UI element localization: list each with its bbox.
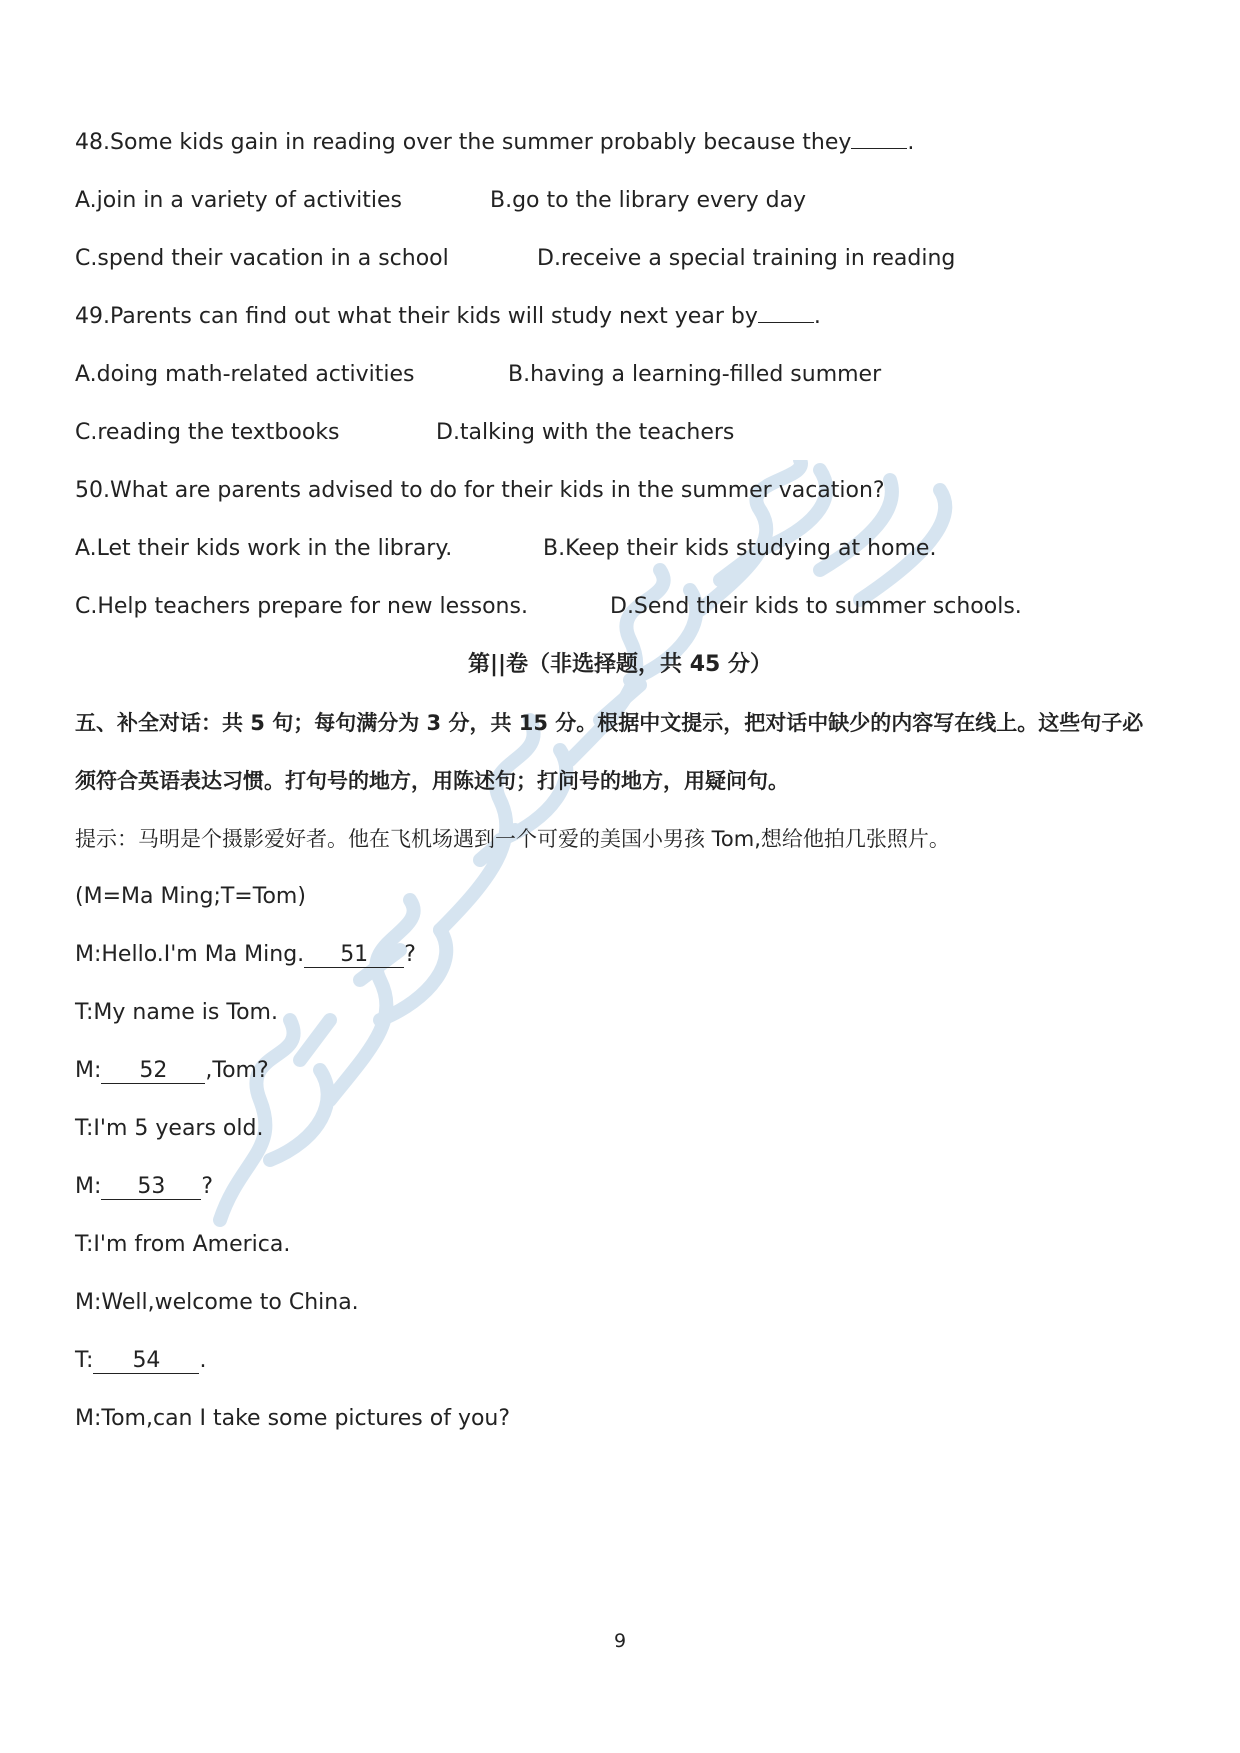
question-50-stem: 50.What are parents advised to do for their kids in the summer vacation?: [75, 478, 885, 503]
question-48-option-c: C.spend their vacation in a school: [75, 246, 449, 271]
dialogue-line: T:My name is Tom.: [75, 1000, 278, 1025]
question-49-stem: [75, 302, 821, 332]
dialogue-punctuation: ?: [201, 1174, 214, 1199]
question-49-option-c: C.reading the textbooks: [75, 420, 340, 445]
question-50-option-d: D.Send their kids to summer schools.: [610, 594, 1022, 619]
dialogue-text: T:: [75, 1348, 94, 1373]
answer-blank-52[interactable]: 52: [101, 1059, 205, 1084]
question-48-stem: [75, 128, 914, 158]
dialogue-line-53: [75, 1172, 213, 1202]
question-48-option-b: B.go to the library every day: [490, 188, 807, 213]
dialogue-line: M:Well,welcome to China.: [75, 1290, 359, 1315]
dialogue-punctuation: .: [199, 1348, 207, 1373]
dialogue-legend: (M=Ma Ming;T=Tom): [75, 884, 306, 909]
question-50-option-a: A.Let their kids work in the library.: [75, 536, 453, 561]
page-number: 9: [613, 1630, 627, 1652]
question-49-text: 49.Parents can find out what their kids will study next year by: [75, 304, 758, 329]
dialogue-text: M:: [75, 1174, 102, 1199]
answer-blank[interactable]: [851, 148, 907, 149]
question-49-option-d: D.talking with the teachers: [436, 420, 735, 445]
question-48-period: .: [907, 130, 915, 155]
question-50-option-b: B.Keep their kids studying at home.: [543, 536, 937, 561]
answer-blank-54[interactable]: 54: [93, 1349, 199, 1374]
dialogue-text: ,Tom?: [205, 1058, 269, 1083]
question-49-period: .: [813, 304, 821, 329]
question-48-option-a: A.join in a variety of activities: [75, 188, 403, 213]
question-48-option-d: D.receive a special training in reading: [537, 246, 956, 271]
question-49-option-a: A.doing math-related activities: [75, 362, 415, 387]
answer-blank-51[interactable]: 51: [304, 943, 404, 968]
dialogue-punctuation: ?: [404, 942, 416, 967]
part5-hint: 提示：马明是个摄影爱好者。他在飞机场遇到一个可爱的美国小男孩 Tom,想给他拍几张照片。: [75, 827, 950, 851]
part5-instruction-line1: 五、补全对话：共 5 句；每句满分为 3 分，共 15 分。根据中文提示，把对话中缺少的内容写在线上。这些句子必: [75, 711, 1144, 735]
dialogue-line: T:I'm from America.: [75, 1232, 291, 1257]
question-48-text: 48.Some kids gain in reading over the summer probably because they: [75, 130, 852, 155]
dialogue-line-52: [75, 1056, 269, 1086]
dialogue-text: M:: [75, 1058, 102, 1083]
section-2-title: 第||卷（非选择题，共 45 分）: [467, 652, 772, 677]
dialogue-line: M:Tom,can I take some pictures of you?: [75, 1406, 511, 1431]
dialogue-line-51: [75, 940, 416, 970]
part5-instruction-line2: 须符合英语表达习惯。打句号的地方，用陈述句；打问号的地方，用疑问句。: [75, 769, 789, 793]
dialogue-text: M:Hello.I'm Ma Ming.: [75, 942, 305, 967]
dialogue-line: T:I'm 5 years old.: [75, 1116, 264, 1141]
watermark-calligraphy-icon: [200, 460, 1060, 1260]
dialogue-line-54: [75, 1346, 206, 1376]
answer-blank[interactable]: [758, 322, 814, 323]
answer-blank-53[interactable]: 53: [101, 1175, 201, 1200]
question-49-option-b: B.having a learning-filled summer: [508, 362, 882, 387]
question-50-option-c: C.Help teachers prepare for new lessons.: [75, 594, 528, 619]
